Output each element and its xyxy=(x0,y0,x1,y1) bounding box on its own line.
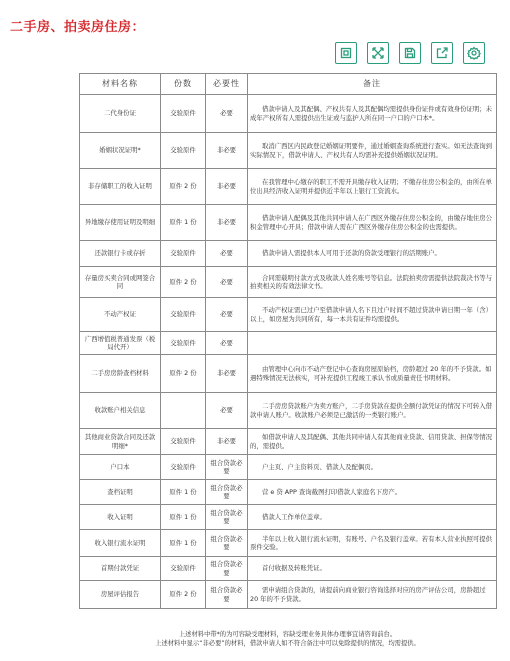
table-row xyxy=(80,355,497,393)
row-copies: 交验原件 xyxy=(161,429,206,455)
row-remarks: 户主页、户主资料页、借款人及配偶页。 xyxy=(248,455,497,480)
table-row xyxy=(80,133,497,169)
row-necessity: 非必要 xyxy=(206,205,248,241)
row-material-name: 广西增值税普通发票（税局代开） xyxy=(80,332,161,355)
header-necessity: 必要性 xyxy=(206,74,248,95)
table-row xyxy=(80,530,497,557)
table-row xyxy=(80,332,497,355)
table-row xyxy=(80,298,497,332)
footer-note-2: 上述材料中显示“非必要”的材料，借款申请人如不符合备注中可以免除提供的情况，均需提供。 xyxy=(155,640,420,648)
table-row xyxy=(80,95,497,133)
row-copies: 原件 1 份 xyxy=(161,205,206,241)
row-copies: 交验原件 xyxy=(161,241,206,267)
table-row xyxy=(80,480,497,505)
row-material-name: 查档证明 xyxy=(80,480,161,505)
row-copies: 交验原件 xyxy=(161,455,206,480)
row-remarks: 借款申请人及其配偶、产权共有人及其配偶均需提供身份证件或有效身份证明；未成年产权所有人需提供出生证或与监护人所在同一户口的户口本*。 xyxy=(248,95,497,133)
header-remarks: 备注 xyxy=(248,74,497,95)
row-necessity: 非必要 xyxy=(206,429,248,455)
row-remarks: 不动产权证需已过户至借款申请人名下且过户时间不超过贷款申请日期一年（含）以上，如房屋为共同所有，每一本共有证件均需提供。 xyxy=(248,298,497,332)
fullscreen-icon[interactable] xyxy=(367,42,389,64)
row-remarks: 借款申请人配偶及其他共同申请人在广西区外缴存住房公积金的，由缴存地住房公积金管理中心开具；借款申请人需在广西区外缴存住房公积金的也需提供。 xyxy=(248,205,497,241)
table-row xyxy=(80,205,497,241)
row-copies: 交验原件 xyxy=(161,95,206,133)
row-necessity: 组合贷款必要 xyxy=(206,455,248,480)
table-row xyxy=(80,429,497,455)
row-remarks: 借款申请人需提供本人可用于还款的贷款受理银行的活期账户。 xyxy=(248,241,497,267)
row-remarks: 合同需载明付款方式及收款人姓名账号等信息。法院拍卖房需提供法院裁决书等与拍卖相关的有效法律文书。 xyxy=(248,267,497,298)
row-copies: 原件 2 份 xyxy=(161,355,206,393)
row-material-name: 异地缴存使用证明及明细 xyxy=(80,205,161,241)
footer-notes xyxy=(79,630,496,649)
row-material-name: 存量房买卖合同或网签合同 xyxy=(80,267,161,298)
materials-table xyxy=(79,73,497,609)
row-remarks: 营 e 贷 APP 查询截图打印借款人家庭名下房产。 xyxy=(248,480,497,505)
row-material-name: 非存储职工的收入证明 xyxy=(80,169,161,205)
row-material-name: 收入银行流水证明 xyxy=(80,530,161,557)
row-copies: 交验原件 xyxy=(161,133,206,169)
row-necessity: 非必要 xyxy=(206,133,248,169)
row-necessity: 必要 xyxy=(206,393,248,429)
row-remarks: 如借款申请人及其配偶、其他共同申请人有其他商业贷款、信用贷款、担保等情况的，需提供。 xyxy=(248,429,497,455)
row-remarks: 需申请组合贷款的，请提前向商业银行咨询选择对应的房产评估公司，房龄超过 20 年的不予贷款。 xyxy=(248,581,497,609)
row-necessity: 组合贷款必要 xyxy=(206,530,248,557)
row-material-name: 收入证明 xyxy=(80,505,161,530)
row-material-name: 其他商业贷款合同及还款明细* xyxy=(80,429,161,455)
row-material-name: 收款账户相关信息 xyxy=(80,393,161,429)
row-material-name: 婚姻状况证明* xyxy=(80,133,161,169)
table-row xyxy=(80,267,497,298)
header-material-name: 材料名称 xyxy=(80,74,161,95)
save-icon[interactable] xyxy=(399,42,421,64)
table-header-row xyxy=(80,74,497,95)
row-material-name: 二手房房龄查档材料 xyxy=(80,355,161,393)
row-remarks: 由管理中心向市不动产登记中心查询房屋原始档，房龄超过 20 年的不予贷款。如遇特殊情况无法核实，可补充提供工程竣工承认书或质量责任书明材料。 xyxy=(248,355,497,393)
table-row xyxy=(80,557,497,581)
row-copies: 原件 2 份 xyxy=(161,581,206,609)
table-row xyxy=(80,505,497,530)
footer-note-1: 上述材料中带*的为可容缺受理材料，容缺受理业务具体办理事宜请咨询前台。 xyxy=(178,631,397,638)
row-necessity: 必要 xyxy=(206,267,248,298)
row-material-name: 首期付款凭证 xyxy=(80,557,161,581)
toolbar xyxy=(331,42,494,68)
expand-icon[interactable] xyxy=(335,42,357,64)
row-remarks: 首付收据及转账凭证。 xyxy=(248,557,497,581)
row-necessity: 组合贷款必要 xyxy=(206,480,248,505)
row-necessity: 组合贷款必要 xyxy=(206,557,248,581)
row-necessity: 必要 xyxy=(206,332,248,355)
row-copies: 交验原件 xyxy=(161,557,206,581)
page-title: 二手房、拍卖房住房： xyxy=(10,20,146,35)
row-material-name: 不动产权证 xyxy=(80,298,161,332)
row-necessity: 组合贷款必要 xyxy=(206,505,248,530)
row-copies: 交验原件 xyxy=(161,332,206,355)
row-remarks: 在我管理中心缴存的职工不需开具缴存收入证明；不缴存住房公积金的，由所在单位出具经济收入证明并提供近半年以上银行工资流水。 xyxy=(248,169,497,205)
row-copies: 交验原件 xyxy=(161,298,206,332)
table-row xyxy=(80,169,497,205)
row-remarks xyxy=(248,332,497,355)
share-icon[interactable] xyxy=(431,42,453,64)
row-copies: 原件 2 份 xyxy=(161,267,206,298)
table-row xyxy=(80,581,497,609)
header-copies: 份数 xyxy=(161,74,206,95)
row-remarks: 借款人工作单位盖章。 xyxy=(248,505,497,530)
row-necessity: 非必要 xyxy=(206,169,248,205)
row-copies: 原件 1 份 xyxy=(161,480,206,505)
row-remarks: 二手房房贷款账户为卖方账户，二手房贷款在提供全额付款凭证的情况下可转入借款申请人账户。收款账户必须是已激活的一类银行账户。 xyxy=(248,393,497,429)
row-remarks: 取消广西区内民政登记婚姻证明要件，通过婚姻查询系统进行查实。如无法查询到实际情况下，借款申请人、产权共有人均需补充提供婚姻状况证明。 xyxy=(248,133,497,169)
table-row xyxy=(80,393,497,429)
row-material-name: 房屋评估报告 xyxy=(80,581,161,609)
row-copies: 原件 1 份 xyxy=(161,530,206,557)
row-material-name: 二代身份证 xyxy=(80,95,161,133)
row-copies: 原件 1 份 xyxy=(161,505,206,530)
row-necessity: 必要 xyxy=(206,298,248,332)
row-necessity: 组合贷款必要 xyxy=(206,581,248,609)
row-necessity: 必要 xyxy=(206,95,248,133)
row-necessity: 非必要 xyxy=(206,355,248,393)
settings-icon[interactable] xyxy=(463,42,485,64)
row-remarks: 半年以上收入银行流水证明，有账号、户名及银行盖章。若有本人营业执照可提供票件交验。 xyxy=(248,530,497,557)
row-necessity: 必要 xyxy=(206,241,248,267)
table-row xyxy=(80,241,497,267)
row-material-name: 户口本 xyxy=(80,455,161,480)
table-row xyxy=(80,455,497,480)
row-copies: 原件 2 份 xyxy=(161,169,206,205)
row-material-name: 还款银行卡或存折 xyxy=(80,241,161,267)
row-copies xyxy=(161,393,206,429)
